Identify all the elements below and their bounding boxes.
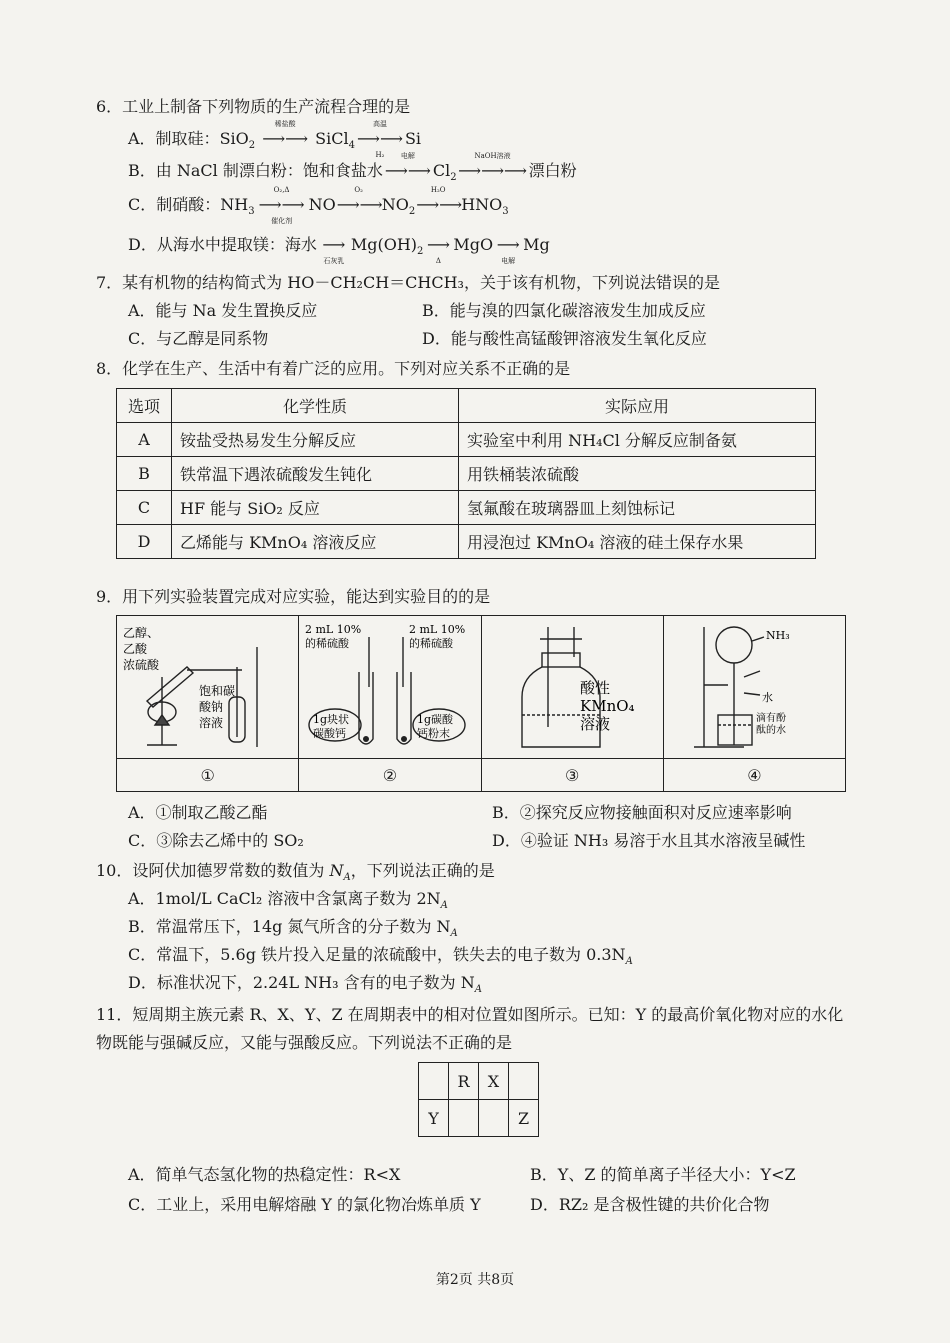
q11-option-c: C．工业上，采用电解熔融 Y 的氯化物冶炼单质 Y [128,1195,481,1214]
q11-stem-line2: 物既能与强碱反应，又能与强酸反应。下列说法不正确的是 [96,1033,513,1052]
q8-table [116,388,816,559]
test-tubes-icon [299,617,477,757]
table-cell: 铵盐受热易发生分解反应 [172,423,459,457]
table-cell: 用浸泡过 KMnO₄ 溶液的硅土保存水果 [459,525,816,559]
grid-cell [449,1100,479,1137]
grid-cell: Z [509,1100,539,1137]
fig3-label: 溶液 [579,715,610,733]
fig2-label: 2 mL 10% [409,623,466,636]
fig2-label: 1g块状 [313,713,350,726]
q9-stem: 9．用下列实验装置完成对应实验，能达到实验目的的是 [96,587,491,606]
table-cell: D [117,525,172,559]
q11-stem-line1: 11．短周期主族元素 R、X、Y、Z 在周期表中的相对位置如图所示。已知：Y 的最高价氧化物对应的水化 [96,1005,844,1024]
fig2-label: 1g碳酸 [417,713,454,726]
q6-option-c: C．制硝酸：$NH_3$ O₂,Δ ⟶⟶ 催化剂 NO O₂ $⟶⟶NO_2$ H₂O $⟶⟶HNO_3$ [128,186,509,225]
q8-stem: 8．化学在生产、生活中有着广泛的应用。下列对应关系不正确的是 [96,359,571,378]
table-header: 实际应用 [459,389,816,423]
fig1-label: 乙酸 [123,642,148,656]
fig2-label: 2 mL 10% [305,623,362,636]
grid-cell [479,1100,509,1137]
apparatus-4 [663,616,845,759]
distillation-apparatus-icon [117,617,295,757]
apparatus-2 [299,616,481,759]
table-row [117,525,816,559]
table-header: 选项 [117,389,172,423]
q10-option-c: C．常温下，5.6g 铁片投入足量的浓硫酸中，铁失去的电子数为 $0.3N_A$ [128,945,633,968]
q9-option-b: B．②探究反应物接触面积对反应速率影响 [492,803,792,822]
q7-option-a: A．能与 Na 发生置换反应 [128,301,318,320]
apparatus-label: ② [299,759,481,792]
grid-cell: X [479,1063,509,1100]
fig1-label: 酸钠 [199,700,224,714]
apparatus-label: ④ [663,759,845,792]
q6-option-d: D．从海水中提取镁：海水 ⟶ 石灰乳 $Mg(OH)_2$ ⟶ Δ MgO ⟶ 电解 Mg [128,235,550,265]
grid-cell [509,1063,539,1100]
q9-option-a: A．①制取乙酸乙酯 [128,803,268,822]
fig2-label: 碳酸钙 [313,727,347,740]
apparatus-1 [117,616,299,759]
q7-option-c: C．与乙醇是同系物 [128,329,269,348]
grid-cell: R [449,1063,479,1100]
q6-option-b: B．由 NaCl 制漂白粉：饱和食盐水 电解 ⟶⟶ $Cl_2$ NaOH溶液 ⟶⟶⟶漂白粉 [128,152,577,184]
periodic-table-grid [418,1062,539,1137]
table-cell: 铁常温下遇浓硫酸发生钝化 [172,457,459,491]
grid-cell [419,1063,449,1100]
table-row [117,491,816,525]
fig1-label: 饱和碳 [199,684,236,698]
fig3-label: 酸性 [579,679,610,697]
fountain-experiment-icon [664,617,842,757]
table-cell: B [117,457,172,491]
fig2-label: 的稀硫酸 [409,637,454,650]
fig4-label: 滴有酚 [755,713,786,724]
page-number: 第2页 共8页 [435,1272,515,1288]
fig4-label: 水 [761,691,773,704]
fig4-label: 酞的水 [755,725,786,736]
fig4-label: NH₃ [765,629,790,642]
q7-option-b: B．能与溴的四氯化碳溶液发生加成反应 [422,301,706,320]
table-cell: A [117,423,172,457]
q10-stem: 10．设阿伏加德罗常数的数值为 $N_A$，下列说法正确的是 [96,861,495,884]
apparatus-label: ① [117,759,299,792]
q6-stem: 6．工业上制备下列物质的生产流程合理的是 [96,97,411,116]
q7-option-d: D．能与酸性高锰酸钾溶液发生氧化反应 [422,329,707,348]
fig1-label: 乙醇、 [123,626,160,640]
grid-cell: Y [419,1100,449,1137]
apparatus-label: ③ [481,759,663,792]
q6-option-a: A．制取硅：SiO$_2$ 稀盐酸 ⟶⟶ SiCl$_4$ 高温 ⟶⟶ H₂ Si [128,120,422,159]
fig2-label: 的稀硫酸 [305,637,350,650]
q9-option-c: C．③除去乙烯中的 SO₂ [128,831,304,850]
q9-apparatus-table [116,615,846,792]
fig3-label: KMnO₄ [579,697,635,715]
q10-option-b: B．常温常压下，14g 氮气所含的分子数为 $N_A$ [128,917,458,940]
fig1-label: 浓硫酸 [123,658,160,672]
q7-stem: 7．某有机物的结构简式为 HO－CH₂CH＝CHCH₃，关于该有机物，下列说法错误的是 [96,273,720,292]
q10-option-a: A．1mol/L CaCl₂ 溶液中含氯离子数为 $2N_A$ [128,889,448,912]
q11-option-d: D．RZ₂ 是含极性键的共价化合物 [530,1195,770,1214]
apparatus-3 [481,616,663,759]
fig2-label: 钙粉末 [417,727,451,740]
q10-option-d: D．标准状况下，2.24L NH₃ 含有的电子数为 $N_A$ [128,973,482,996]
table-row [117,457,816,491]
table-header: 化学性质 [172,389,459,423]
table-cell: 实验室中利用 NH₄Cl 分解反应制备氨 [459,423,816,457]
q9-option-d: D．④验证 NH₃ 易溶于水且其水溶液呈碱性 [492,831,806,850]
wash-bottle-icon [482,617,660,757]
q11-option-a: A．简单气态氢化物的热稳定性：R<X [128,1165,401,1184]
q11-option-b: B．Y、Z 的简单离子半径大小：Y<Z [530,1165,796,1184]
fig1-label: 溶液 [199,716,224,730]
table-cell: 乙烯能与 KMnO₄ 溶液反应 [172,525,459,559]
table-cell: HF 能与 SiO₂ 反应 [172,491,459,525]
table-cell: 用铁桶装浓硫酸 [459,457,816,491]
table-row [117,423,816,457]
table-cell: 氢氟酸在玻璃器皿上刻蚀标记 [459,491,816,525]
table-cell: C [117,491,172,525]
table-header-row [117,389,816,423]
